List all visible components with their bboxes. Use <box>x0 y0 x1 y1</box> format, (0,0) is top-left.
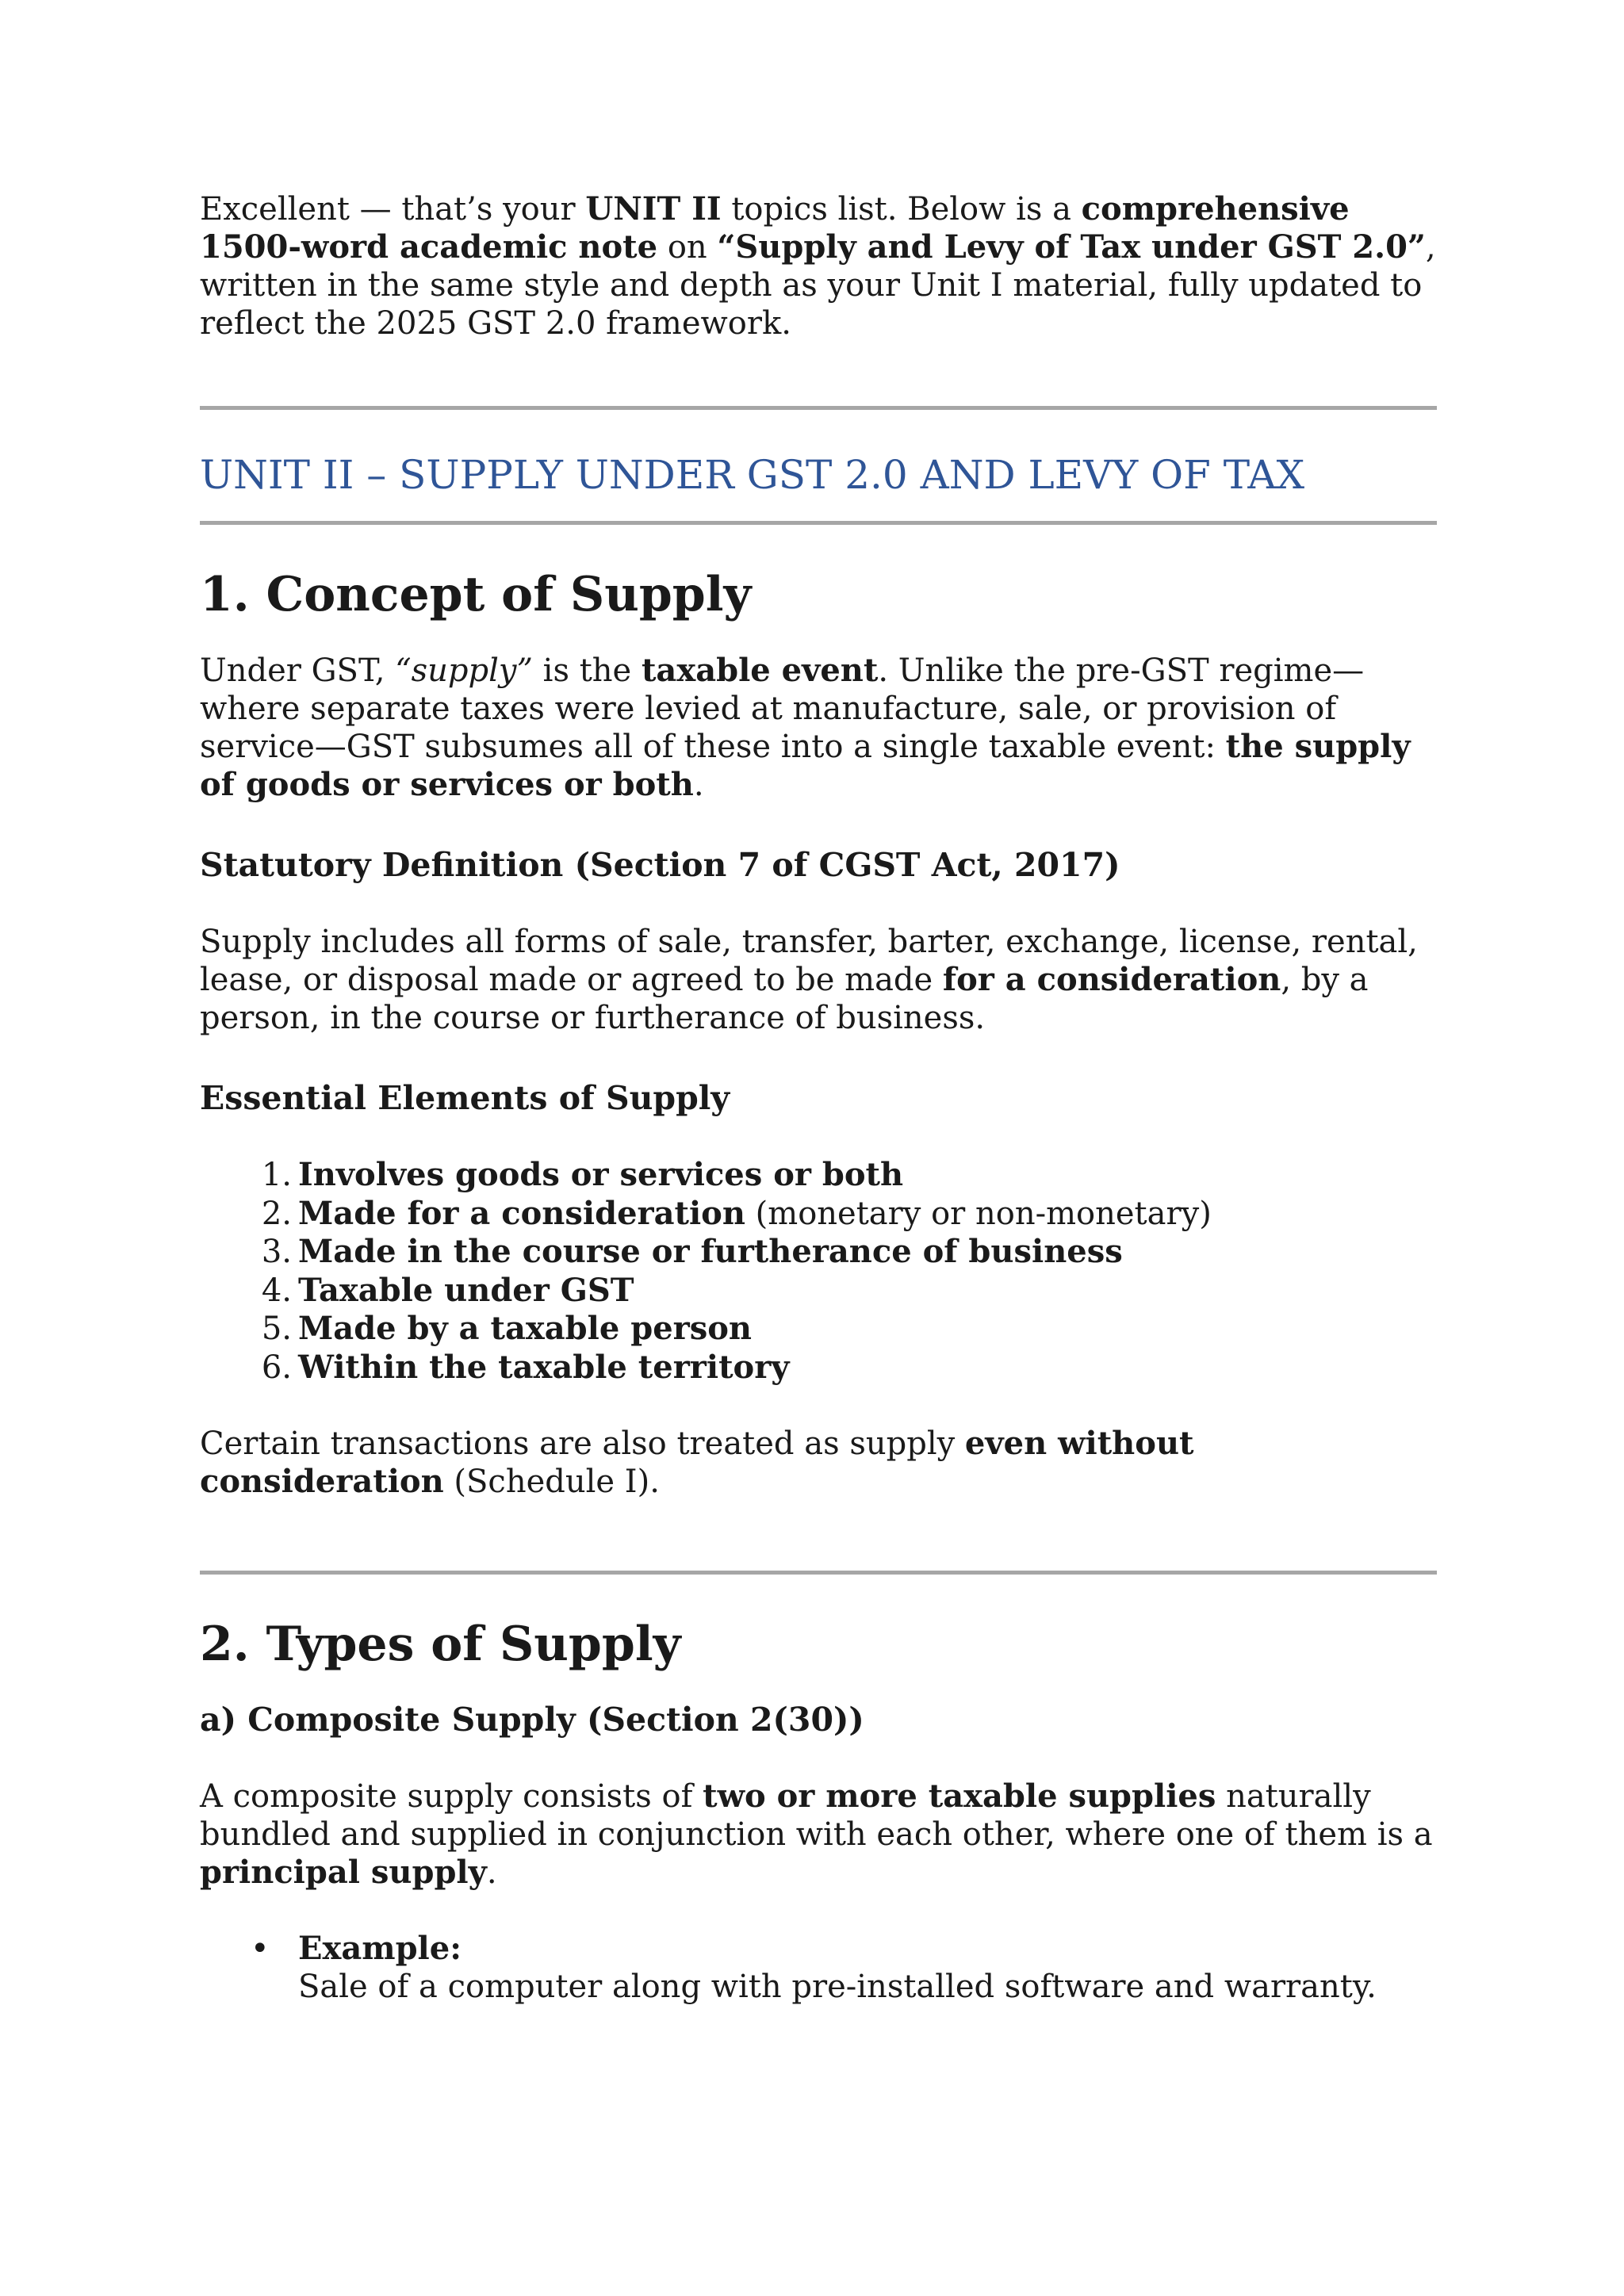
list-item: 4. Taxable under GST <box>261 1271 634 1309</box>
document-page <box>200 190 1437 2006</box>
example-label: Example: <box>298 1930 462 1967</box>
essential-elements-list <box>200 1156 1437 1387</box>
unit-title: UNIT II – SUPPLY UNDER GST 2.0 AND LEVY OF TAX <box>200 452 1305 498</box>
example-list <box>200 1930 1437 2006</box>
bullet-icon: • <box>251 1931 270 1967</box>
horizontal-divider <box>200 406 1437 410</box>
list-item: 1. Involves goods or services or both <box>261 1156 904 1193</box>
section-heading-types-of-supply: 2. Types of Supply <box>200 1617 681 1672</box>
list-item: 5. Made by a taxable person <box>261 1310 752 1347</box>
horizontal-divider <box>200 1571 1437 1575</box>
list-item: 6. Within the taxable territory <box>261 1348 790 1386</box>
section-heading-concept-of-supply: 1. Concept of Supply <box>200 567 752 622</box>
subheading-essential-elements: Essential Elements of Supply <box>200 1079 730 1117</box>
intro-paragraph: Excellent — that’s your UNIT II topics list. Below is a comprehensive 1500-word academic note on “Supply and Levy of Tax under GST 2.0”, written in the same style and depth as your Unit I material, fully updated to reflect the 2025 GST 2.0 framework. <box>200 190 1436 342</box>
horizontal-divider <box>200 521 1437 525</box>
subheading-composite-supply: a) Composite Supply (Section 2(30)) <box>200 1701 864 1739</box>
statutory-paragraph: Supply includes all forms of sale, transfer, barter, exchange, license, rental, lease, or disposal made or agreed to be made for a consideration, by a person, in the course or furtherance of business. <box>200 924 1418 1036</box>
list-item: 2. Made for a consideration (monetary or non-monetary) <box>261 1194 1212 1232</box>
closing-paragraph: Certain transactions are also treated as supply even without consideration (Schedule I). <box>200 1425 1194 1500</box>
concept-paragraph: Under GST, “supply” is the taxable event. Unlike the pre-GST regime—where separate taxes were levied at manufacture, sale, or provision of service—GST subsumes all of these into a single taxable event: the supply of goods or services or both. <box>200 652 1411 803</box>
list-item: 3. Made in the course or furtherance of business <box>261 1233 1123 1270</box>
subheading-statutory-definition: Statutory Definition (Section 7 of CGST Act, 2017) <box>200 846 1120 884</box>
composite-paragraph: A composite supply consists of two or more taxable supplies naturally bundled and supplied in conjunction with each other, where one of them is a principal supply. <box>200 1777 1433 1891</box>
example-text: Sale of a computer along with pre-installed software and warranty. <box>298 1969 1377 2005</box>
list-item <box>200 1930 1437 2006</box>
